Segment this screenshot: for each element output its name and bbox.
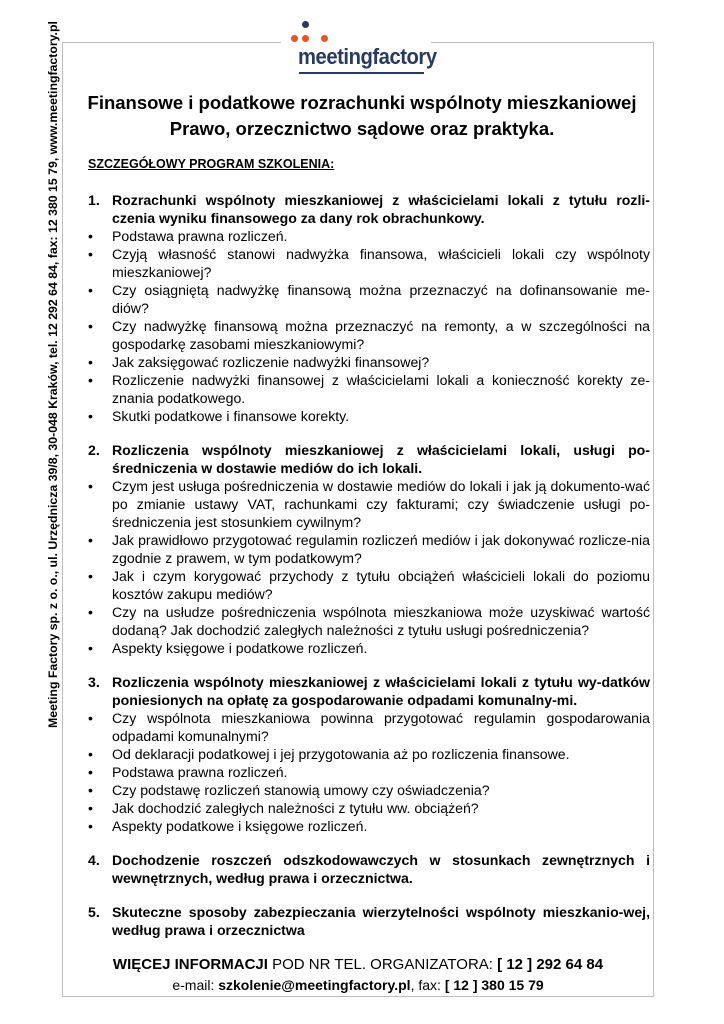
bullet-icon: • — [88, 710, 93, 726]
list-item-text: Aspekty podatkowe i księgowe rozliczeń. — [112, 818, 368, 834]
section-number: 5. — [88, 904, 100, 920]
section-title-text: Rozrachunki wspólnoty mieszkaniowej z właścicielami lokali z tytułu rozli-czenia wyniku finansowego za dany rok obrachunkowy. — [112, 192, 650, 226]
list-item — [88, 799, 650, 817]
list-item — [88, 639, 650, 657]
footer-email: szkolenie@meetingfactory.pl — [218, 977, 411, 993]
list-item-text: Czy osiągniętą nadwyżkę finansową można przeznaczyć na dofinansowanie me-diów? — [112, 282, 650, 316]
logo-wordmark: meetingfactory — [298, 44, 437, 69]
list-item-text: Czy nadwyżkę finansową można przeznaczyć na remonty, a w szczególności na gospodarkę zasobami mieszkaniowymi? — [112, 318, 650, 352]
program-heading: SZCZEGÓŁOWY PROGRAM SZKOLENIA: — [88, 157, 335, 171]
list-item-text: Jak i czym korygować przychody z tytułu obciążeń właścicieli lokali do poziomu kosztów zakupu mediów? — [112, 568, 650, 602]
list-item — [88, 781, 650, 799]
section-number: 4. — [88, 852, 100, 868]
bullet-icon: • — [88, 604, 93, 620]
list-item — [88, 281, 650, 317]
section-title-text: Skuteczne sposoby zabezpieczania wierzytelności wspólnoty mieszkanio-wej, według prawa i orzecznictwa — [112, 904, 650, 938]
list-item — [88, 603, 650, 639]
program-section — [88, 441, 650, 657]
title-line-2: Prawo, orzecznictwo sądowe oraz praktyka. — [169, 118, 555, 139]
title-line-1: Finansowe i podatkowe rozrachunki wspólnoty mieszkaniowej — [87, 92, 637, 113]
list-item-text: Podstawa prawna rozliczeń. — [112, 764, 288, 780]
bullet-icon: • — [88, 372, 93, 388]
contact-footer — [62, 955, 654, 995]
section-number: 3. — [88, 674, 100, 690]
list-item — [88, 227, 650, 245]
list-item — [88, 531, 650, 567]
program-section — [88, 673, 650, 835]
bullet-icon: • — [88, 478, 93, 494]
bullet-icon: • — [88, 354, 93, 370]
footer-fax-label: , fax: — [410, 977, 445, 993]
bullet-icon: • — [88, 532, 93, 548]
bullet-icon: • — [88, 746, 93, 762]
program-section — [88, 903, 650, 939]
list-item — [88, 353, 650, 371]
meetingfactory-logo — [281, 18, 437, 76]
list-item — [88, 567, 650, 603]
logo-underline — [299, 72, 424, 74]
footer-line-2 — [62, 975, 654, 995]
section-title — [88, 441, 650, 477]
section-title-text: Rozliczenia wspólnoty mieszkaniowej z właścicielami lokali, usługi po-średniczenia w dostawie mediów do ich lokali. — [112, 442, 650, 476]
list-item-text: Jak zaksięgować rozliczenie nadwyżki finansowej? — [112, 354, 430, 370]
footer-more-info: WIĘCEJ INFORMACJI — [112, 956, 268, 973]
program-sections — [88, 191, 650, 939]
list-item — [88, 477, 650, 531]
list-item-text: Aspekty księgowe i podatkowe rozliczeń. — [112, 640, 368, 656]
list-item-text: Jak dochodzić zaległych należności z tytułu ww. obciążeń? — [112, 800, 479, 816]
list-item — [88, 745, 650, 763]
logo-dot — [321, 35, 328, 42]
list-item-text: Skutki podatkowe i finansowe korekty. — [112, 408, 350, 424]
list-item — [88, 709, 650, 745]
section-number: 2. — [88, 442, 100, 458]
program-section — [88, 191, 650, 425]
bullet-icon: • — [88, 640, 93, 656]
list-item-text: Czy na usłudze pośredniczenia wspólnota mieszkaniowa może uzyskiwać wartość dodaną? Jak dochodzić zaległych należności z tytułu usługi pośredniczenia? — [112, 604, 650, 638]
list-item — [88, 407, 650, 425]
section-title — [88, 191, 650, 227]
bullet-icon: • — [88, 228, 93, 244]
section-title-text: Rozliczenia wspólnoty mieszkaniowej z właścicielami lokali z tytułu wy-datków poniesionych na opłatę za gospodarowanie odpadami komunalny-mi. — [112, 674, 650, 708]
program-section — [88, 851, 650, 887]
footer-email-label: e-mail: — [172, 977, 219, 993]
list-item — [88, 317, 650, 353]
list-item-text: Czyją własność stanowi nadwyżka finansowa, właścicieli lokali czy wspólnoty mieszkaniowej? — [112, 246, 650, 280]
bullet-icon: • — [88, 408, 93, 424]
bullet-icon: • — [88, 246, 93, 262]
list-item-text: Jak prawidłowo przygotować regulamin rozliczeń mediów i jak dokonywać rozlicze-nia zgodnie z prawem, w tym podatkowym? — [112, 532, 650, 566]
section-title-text: Dochodzenie roszczeń odszkodowawczych w stosunkach zewnętrznych i wewnętrznych, według prawa i orzecznictwa. — [112, 852, 650, 886]
bullet-icon: • — [88, 800, 93, 816]
list-item — [88, 817, 650, 835]
document-title — [70, 90, 654, 142]
list-item — [88, 245, 650, 281]
section-title — [88, 851, 650, 887]
section-title — [88, 673, 650, 709]
footer-phone-label: POD NR TEL. ORGANIZATORA: — [267, 956, 498, 973]
list-item-text: Czym jest usługa pośredniczenia w dostawie mediów do lokali i jak ją dokumento-wać po zmianie ustawy VAT, rachunkami czy fakturami; czy świadczenie usługi po-średniczenia jest stosunkiem cywilnym? — [112, 478, 650, 530]
section-bullet-list — [88, 227, 650, 425]
section-number: 1. — [88, 192, 100, 208]
list-item-text: Rozliczenie nadwyżki finansowej z właścicielami lokali a konieczność korekty ze-znania podatkowego. — [112, 372, 650, 406]
section-bullet-list — [88, 709, 650, 835]
logo-dot — [302, 21, 309, 28]
section-bullet-list — [88, 477, 650, 657]
footer-line-1 — [62, 955, 654, 975]
bullet-icon: • — [88, 282, 93, 298]
program-content — [88, 155, 650, 955]
list-item-text: Czy wspólnota mieszkaniowa powinna przygotować regulamin gospodarowania odpadami komunalnymi? — [112, 710, 650, 744]
logo-dot — [291, 35, 298, 42]
logo-dot — [302, 35, 309, 42]
bullet-icon: • — [88, 782, 93, 798]
bullet-icon: • — [88, 764, 93, 780]
bullet-icon: • — [88, 568, 93, 584]
bullet-icon: • — [88, 318, 93, 334]
list-item-text: Czy podstawę rozliczeń stanowią umowy czy oświadczenia? — [112, 782, 490, 798]
list-item-text: Od deklaracji podatkowej i jej przygotowania aż po rozliczenia finansowe. — [112, 746, 570, 762]
list-item — [88, 763, 650, 781]
section-title — [88, 903, 650, 939]
bullet-icon: • — [88, 818, 93, 834]
list-item — [88, 371, 650, 407]
footer-phone: [ 12 ] 292 64 84 — [497, 956, 604, 973]
list-item-text: Podstawa prawna rozliczeń. — [112, 228, 288, 244]
company-contact-sidebar: Meeting Factory sp. z o. o., ul. Urzędnicza 39/8, 30-048 Kraków, tel. 12 292 64 84, fax: 12 380 15 79, www.meetingfactory.pl — [46, 21, 60, 728]
footer-fax: [ 12 ] 380 15 79 — [444, 977, 544, 993]
